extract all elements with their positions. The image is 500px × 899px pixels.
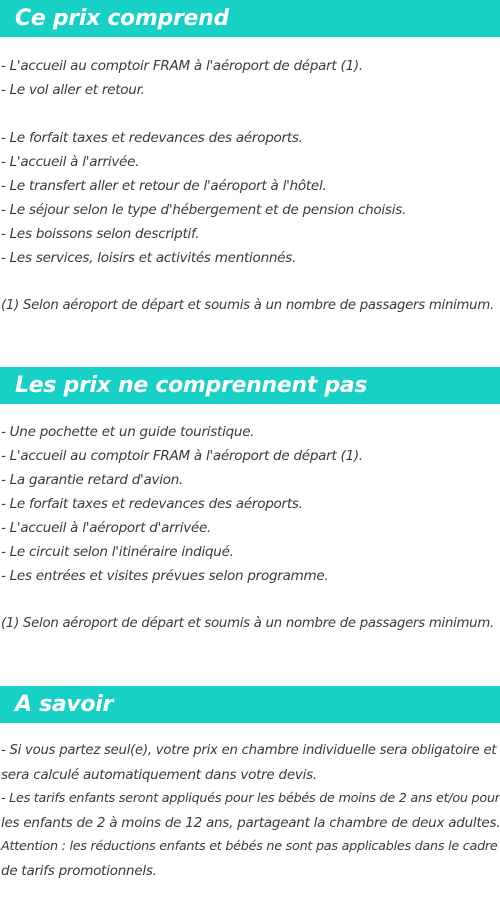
- section-header-good-to-know: [0, 686, 500, 723]
- spacer: [1, 102, 500, 126]
- list-item: - Les boissons selon descriptif.: [1, 226, 200, 242]
- list-item: - L'accueil à l'arrivée.: [1, 154, 140, 170]
- list-item: - Les entrées et visites prévues selon programme.: [1, 568, 329, 584]
- section-body: [0, 723, 500, 883]
- section-header-price-excludes: [0, 367, 500, 404]
- section-body: [0, 404, 500, 636]
- footnote: (1) Selon aéroport de départ et soumis à un nombre de passagers minimum.: [1, 298, 494, 313]
- info-line: - Si vous partez seul(e), votre prix en chambre individuelle sera obligatoire et: [1, 743, 497, 758]
- list-item: - Le forfait taxes et redevances des aéroports.: [1, 130, 303, 146]
- list-item: - Une pochette et un guide touristique.: [1, 424, 255, 440]
- list-item: - Les services, loisirs et activités mentionnés.: [1, 250, 297, 266]
- list-item: - Le transfert aller et retour de l'aéroport à l'hôtel.: [1, 178, 327, 194]
- list-item: - Le forfait taxes et redevances des aéroports.: [1, 496, 303, 512]
- section-title: A savoir: [15, 692, 114, 717]
- section-price-includes: [0, 0, 500, 318]
- spacer: [1, 270, 500, 294]
- section-title: Ce prix comprend: [15, 6, 229, 31]
- info-line: Attention : les réductions enfants et bébés ne sont pas applicables dans le cadre: [1, 839, 498, 854]
- list-item: - L'accueil au comptoir FRAM à l'aéroport de départ (1).: [1, 448, 363, 464]
- section-body: [0, 37, 500, 318]
- section-header-price-includes: [0, 0, 500, 37]
- footnote: (1) Selon aéroport de départ et soumis à un nombre de passagers minimum.: [1, 616, 494, 631]
- info-line: de tarifs promotionnels.: [1, 863, 157, 879]
- list-item: - Le séjour selon le type d'hébergement et de pension choisis.: [1, 202, 407, 218]
- section-price-excludes: [0, 367, 500, 636]
- section-title: Les prix ne comprennent pas: [15, 373, 368, 398]
- spacer: [1, 588, 500, 612]
- info-line: - Les tarifs enfants seront appliqués pour les bébés de moins de 2 ans et/ou pour: [1, 791, 500, 806]
- list-item: - Le circuit selon l'itinéraire indiqué.: [1, 544, 234, 560]
- info-line: les enfants de 2 à moins de 12 ans, partageant la chambre de deux adultes.: [1, 815, 500, 831]
- info-line: sera calculé automatiquement dans votre devis.: [1, 767, 317, 783]
- list-item: - L'accueil à l'aéroport d'arrivée.: [1, 520, 212, 536]
- list-item: - L'accueil au comptoir FRAM à l'aéroport de départ (1).: [1, 58, 363, 74]
- list-item: - La garantie retard d'avion.: [1, 472, 184, 488]
- list-item: - Le vol aller et retour.: [1, 82, 145, 98]
- section-good-to-know: [0, 686, 500, 883]
